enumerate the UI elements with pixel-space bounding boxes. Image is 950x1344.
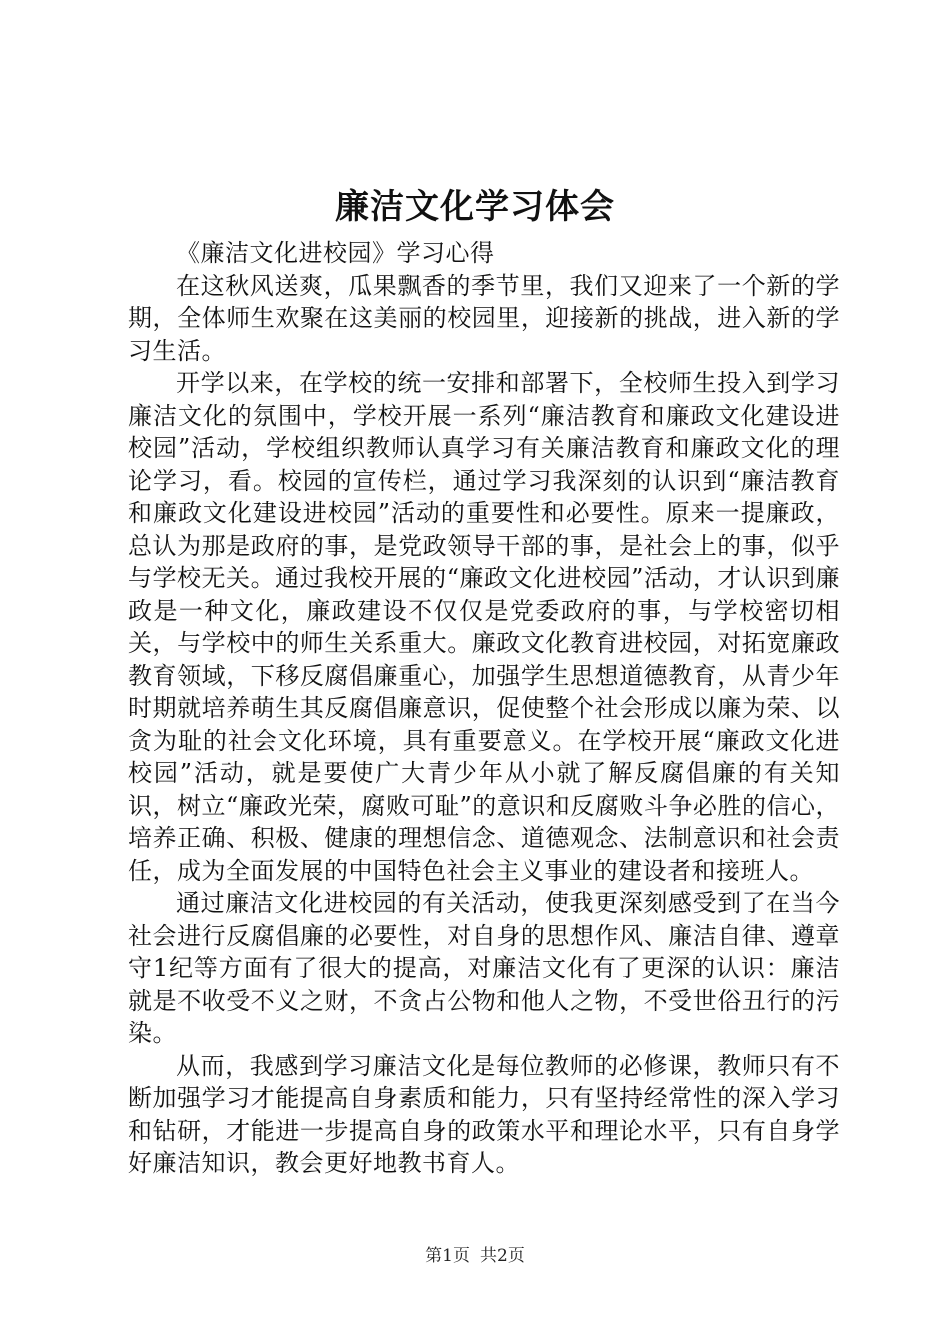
document-title: 廉洁文化学习体会 bbox=[335, 187, 615, 227]
page-number: 第1页 bbox=[425, 1246, 470, 1266]
subtitle-paragraph: 《廉洁文化进校园》学习心得 bbox=[176, 239, 495, 267]
body-paragraph: 在这秋风送爽，瓜果飘香的季节里，我们又迎来了一个新的学期，全体师生欢聚在这美丽的校园里，迎接新的挑战，进入新的学习生活。 bbox=[128, 271, 840, 365]
document-body bbox=[128, 237, 840, 1180]
body-paragraph: 开学以来，在学校的统一安排和部署下，全校师生投入到学习廉洁文化的氛围中，学校开展一系列“廉洁教育和廉政文化建设进校园”活动，学校组织教师认真学习有关廉洁教育和廉政文化的理论学习，看。校园的宣传栏，通过学习我深刻的认识到“廉洁教育和廉政文化建设进校园”活动的重要性和必要性。原来一提廉政，总认为那是政府的事，是党政领导干部的事，是社会上的事，似乎与学校无关。通过我校开展的“廉政文化进校园”活动，才认识到廉政是一种文化，廉政建设不仅仅是党委政府的事，与学校密切相关，与学校中的师生关系重大。廉政文化教育进校园，对拓宽廉政教育领域，下移反腐倡廉重心，加强学生思想道德教育，从青少年时期就培养萌生其反腐倡廉意识，促使整个社会形成以廉为荣、以贪为耻的社会文化环境，具有重要意义。在学校开展“廉政文化进校园”活动，就是要使广大青少年从小就了解反腐倡廉的有关知识，树立“廉政光荣，腐败可耻”的意识和反腐败斗争必胜的信心，培养正确、积极、健康的理想信念、道德观念、法制意识和社会责任，成为全面发展的中国特色社会主义事业的建设者和接班人。 bbox=[128, 369, 840, 885]
body-paragraph: 从而，我感到学习廉洁文化是每位教师的必修课，教师只有不断加强学习才能提高自身素质和能力，只有坚持经常性的深入学习和钻研，才能进一步提高自身的政策水平和理论水平，只有自身学好廉洁知识，教会更好地教书育人。 bbox=[128, 1051, 840, 1177]
page-footer bbox=[0, 1244, 950, 1268]
body-paragraph: 通过廉洁文化进校园的有关活动，使我更深刻感受到了在当今社会进行反腐倡廉的必要性，对自身的思想作风、廉洁自律、遵章守1纪等方面有了很大的提高，对廉洁文化有了更深的认识：廉洁就是不收受不义之财，不贪占公物和他人之物，不受世俗丑行的污染。 bbox=[128, 889, 840, 1047]
page-total: 共2页 bbox=[480, 1246, 525, 1266]
